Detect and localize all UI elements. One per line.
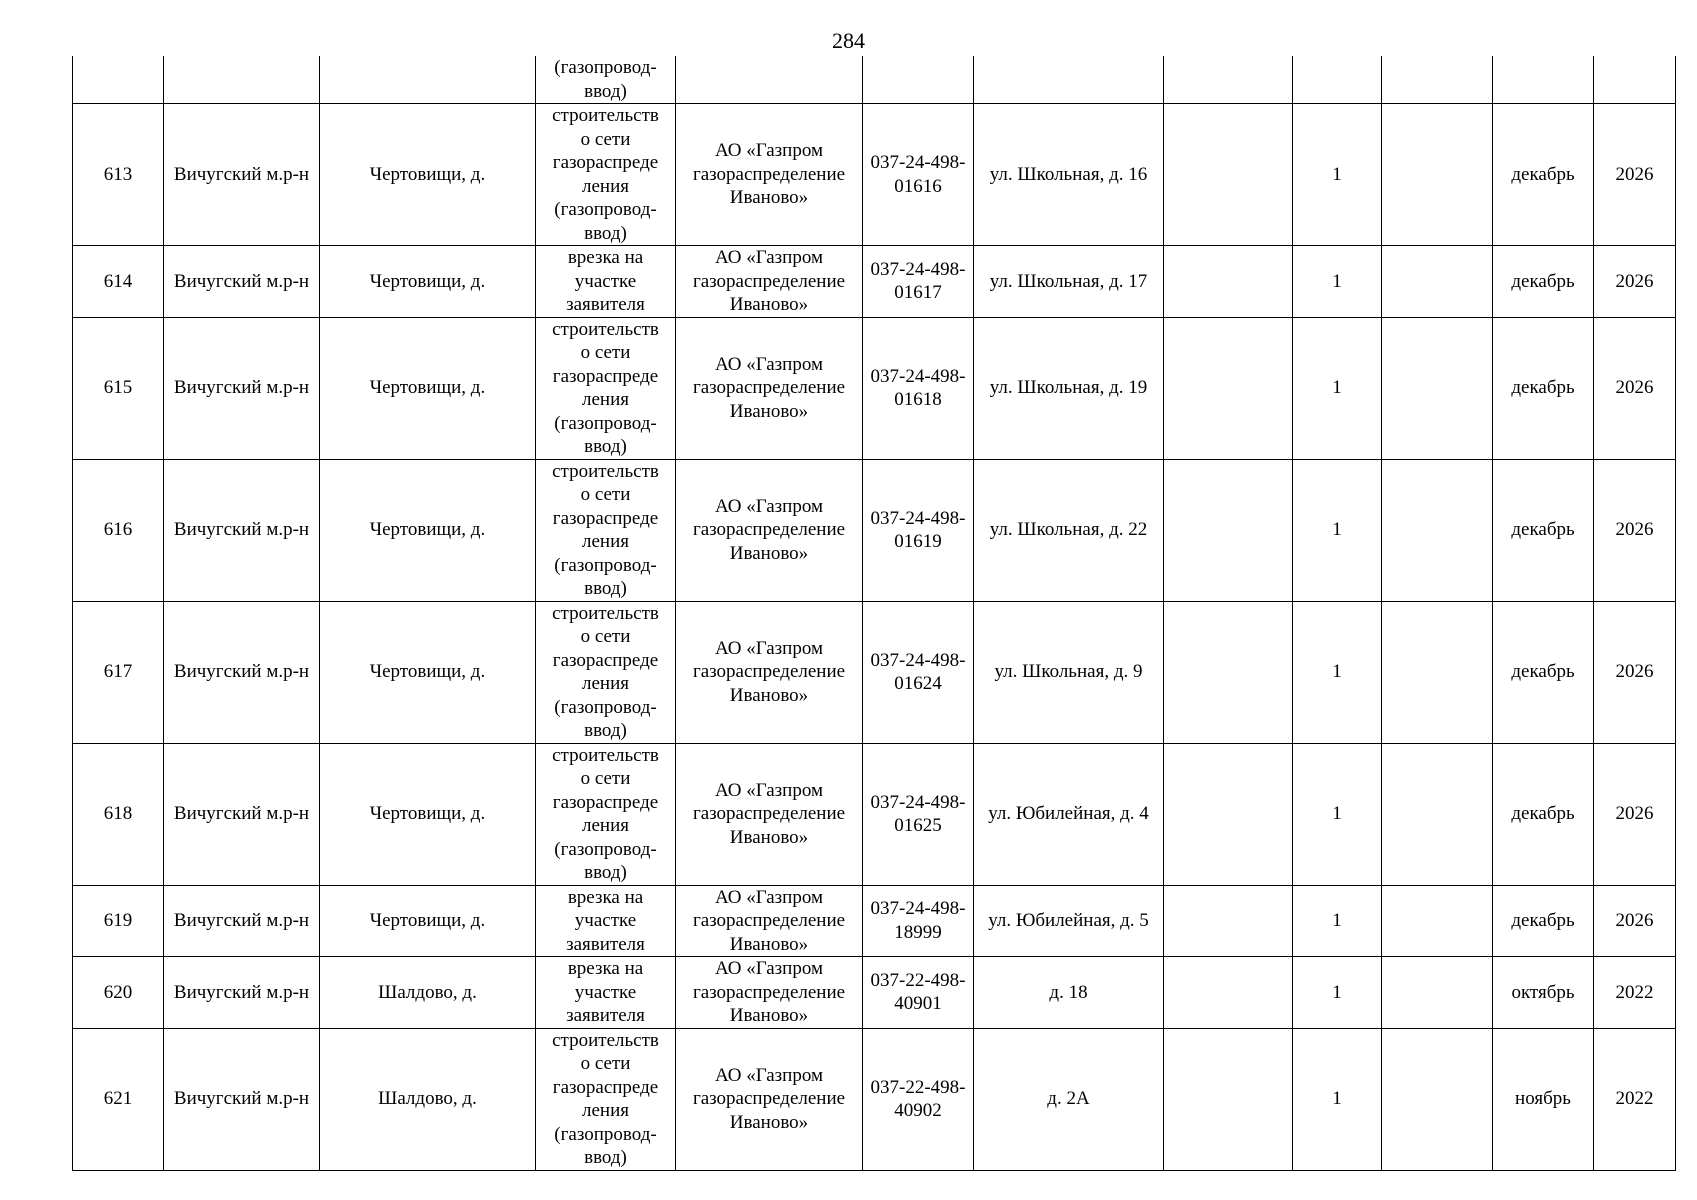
cell-qty: 1 [1293,104,1382,246]
cell-code: 037-24-498-01625 [863,743,974,885]
cell-address: ул. Школьная, д. 19 [974,317,1164,459]
cell-year: 2022 [1594,957,1676,1029]
cell-year: 2026 [1594,317,1676,459]
work-type-line: газораспреде [552,365,659,387]
cell-num: 617 [73,601,164,743]
work-type-line: ввод) [584,578,627,599]
work-type-line: строительств [552,460,659,482]
work-type-line: (газопровод- [554,199,657,220]
cell-org: АО «Газпром газораспределение Иваново» [676,1028,863,1170]
cell-work-type [536,56,676,104]
cell-code: 037-24-498-01618 [863,317,974,459]
cell-qty: 1 [1293,1028,1382,1170]
cell-org: АО «Газпром газораспределение Иваново» [676,246,863,318]
cell-month: декабрь [1493,743,1594,885]
cell-empty-a [1164,459,1293,601]
cell-district: Вичугский м.р-н [164,1028,320,1170]
cell-empty-a [1164,601,1293,743]
work-type-line: врезка на [567,958,644,979]
work-type-line: газораспреде [552,791,659,813]
cell-district: Вичугский м.р-н [164,459,320,601]
cell-qty: 1 [1293,459,1382,601]
cell-empty-b [1382,601,1493,743]
gasification-table [72,56,1676,1171]
cell-month: декабрь [1493,246,1594,318]
cell-num: 618 [73,743,164,885]
work-type-line: участке [574,910,637,931]
cell-code [863,56,974,104]
cell-num: 621 [73,1028,164,1170]
cell-address: ул. Школьная, д. 22 [974,459,1164,601]
table-row [73,957,1676,1029]
cell-col10 [1382,56,1493,104]
cell-qty: 1 [1293,885,1382,957]
work-type-line: (газопровод- [554,1123,657,1145]
cell-district: Вичугский м.р-н [164,104,320,246]
work-type-line: строительств [552,744,659,766]
cell-empty-b [1382,743,1493,885]
cell-org: АО «Газпром газораспределение Иваново» [676,743,863,885]
cell-year: 2026 [1594,246,1676,318]
work-type-line: ления [582,815,629,836]
cell-year: 2026 [1594,601,1676,743]
cell-qty: 1 [1293,743,1382,885]
table-row [73,246,1676,318]
cell-month: декабрь [1493,885,1594,957]
work-type-line: ввод) [584,1147,627,1168]
cell-settlement: Чертовищи, д. [320,104,536,246]
cell-org: АО «Газпром газораспределение Иваново» [676,459,863,601]
cell-empty-b [1382,957,1493,1029]
cell-empty-b [1382,317,1493,459]
work-type-line: строительств [552,602,659,624]
cell-num [73,56,164,104]
table-row-continuation [73,56,1676,104]
cell-month: декабрь [1493,104,1594,246]
cell-code: 037-22-498-40902 [863,1028,974,1170]
cell-district: Вичугский м.р-н [164,246,320,318]
cell-num: 615 [73,317,164,459]
cell-month: ноябрь [1493,1028,1594,1170]
cell-settlement [320,56,536,104]
cell-district: Вичугский м.р-н [164,317,320,459]
cell-empty-a [1164,104,1293,246]
cell-settlement: Чертовищи, д. [320,885,536,957]
cell-work-type [536,246,676,318]
cell-work-type [536,601,676,743]
work-type-line: заявителя [566,933,645,955]
cell-settlement: Чертовищи, д. [320,601,536,743]
cell-num: 619 [73,885,164,957]
cell-year: 2026 [1594,104,1676,246]
work-type-line: строительств [552,318,659,340]
cell-empty-b [1382,459,1493,601]
cell-month: октябрь [1493,957,1594,1029]
cell-address: ул. Школьная, д. 9 [974,601,1164,743]
work-type-line: (газопровод- [554,696,657,718]
cell-district: Вичугский м.р-н [164,601,320,743]
cell-year: 2026 [1594,459,1676,601]
work-type-line: газораспреде [552,507,659,529]
cell-work-type [536,885,676,957]
cell-address [974,56,1164,104]
work-type-line: (газопровод- [554,57,657,78]
cell-month [1493,56,1594,104]
work-type-line: ввод) [584,436,627,457]
cell-address: ул. Школьная, д. 16 [974,104,1164,246]
cell-empty-b [1382,1028,1493,1170]
work-type-line: о сети [580,626,631,647]
work-type-line: газораспреде [552,649,659,671]
cell-district: Вичугский м.р-н [164,957,320,1029]
cell-year: 2022 [1594,1028,1676,1170]
cell-num: 613 [73,104,164,246]
cell-address: д. 18 [974,957,1164,1029]
cell-empty-b [1382,885,1493,957]
cell-org: АО «Газпром газораспределение Иваново» [676,317,863,459]
page-number: 284 [832,28,865,53]
cell-org: АО «Газпром газораспределение Иваново» [676,601,863,743]
cell-col9 [1293,56,1382,104]
cell-empty-b [1382,246,1493,318]
work-type-line: (газопровод- [554,554,657,576]
cell-qty: 1 [1293,957,1382,1029]
cell-work-type [536,104,676,246]
work-type-line: ввод) [584,80,627,102]
cell-work-type [536,957,676,1029]
cell-year: 2026 [1594,743,1676,885]
work-type-line: врезка на [567,247,644,268]
work-type-line: о сети [580,1053,631,1074]
cell-code: 037-22-498-40901 [863,957,974,1029]
work-type-line: о сети [580,484,631,505]
work-type-line: ввод) [584,720,627,741]
cell-qty: 1 [1293,317,1382,459]
cell-address: д. 2А [974,1028,1164,1170]
work-type-line: о сети [580,342,631,363]
cell-org [676,56,863,104]
work-type-line: строительств [552,105,659,126]
cell-settlement: Чертовищи, д. [320,246,536,318]
work-type-line: о сети [580,768,631,789]
table-body [73,56,1676,1170]
cell-address: ул. Школьная, д. 17 [974,246,1164,318]
cell-work-type [536,1028,676,1170]
work-type-line: врезка на [567,886,644,908]
cell-num: 614 [73,246,164,318]
cell-num: 616 [73,459,164,601]
work-type-line: ления [582,673,629,694]
cell-num: 620 [73,957,164,1029]
cell-empty-a [1164,246,1293,318]
cell-year [1594,56,1676,104]
table-row [73,601,1676,743]
cell-settlement: Шалдово, д. [320,1028,536,1170]
cell-qty: 1 [1293,246,1382,318]
cell-qty: 1 [1293,601,1382,743]
work-type-line: ления [582,1100,629,1121]
cell-empty-a [1164,1028,1293,1170]
cell-address: ул. Юбилейная, д. 5 [974,885,1164,957]
work-type-line: ления [582,175,629,197]
table-row [73,743,1676,885]
cell-code: 037-24-498-01619 [863,459,974,601]
table-row [73,104,1676,246]
work-type-line: заявителя [566,294,645,315]
work-type-line: (газопровод- [554,412,657,434]
cell-code: 037-24-498-01624 [863,601,974,743]
work-type-line: заявителя [566,1005,645,1026]
work-type-line: участке [574,270,637,292]
cell-district: Вичугский м.р-н [164,743,320,885]
cell-code: 037-24-498-01616 [863,104,974,246]
work-type-line: (газопровод- [554,838,657,860]
work-type-line: строительств [552,1029,659,1051]
cell-empty-b [1382,104,1493,246]
table-row [73,1028,1676,1170]
cell-settlement: Чертовищи, д. [320,743,536,885]
cell-work-type [536,317,676,459]
cell-empty-a [1164,317,1293,459]
cell-empty-a [1164,885,1293,957]
cell-org: АО «Газпром газораспределение Иваново» [676,104,863,246]
cell-code: 037-24-498-18999 [863,885,974,957]
cell-code: 037-24-498-01617 [863,246,974,318]
work-type-line: ления [582,531,629,552]
cell-district [164,56,320,104]
table-row [73,317,1676,459]
cell-address: ул. Юбилейная, д. 4 [974,743,1164,885]
cell-work-type [536,743,676,885]
table-row [73,459,1676,601]
cell-month: декабрь [1493,601,1594,743]
cell-settlement: Чертовищи, д. [320,459,536,601]
cell-col8 [1164,56,1293,104]
cell-org: АО «Газпром газораспределение Иваново» [676,885,863,957]
cell-district: Вичугский м.р-н [164,885,320,957]
work-type-line: газораспреде [552,152,659,173]
cell-empty-a [1164,743,1293,885]
cell-settlement: Шалдово, д. [320,957,536,1029]
work-type-line: участке [574,981,637,1003]
work-type-line: газораспреде [552,1076,659,1098]
cell-month: декабрь [1493,317,1594,459]
work-type-line: ления [582,389,629,410]
work-type-line: ввод) [584,222,627,244]
cell-work-type [536,459,676,601]
cell-org: АО «Газпром газораспределение Иваново» [676,957,863,1029]
cell-year: 2026 [1594,885,1676,957]
cell-settlement: Чертовищи, д. [320,317,536,459]
table-row [73,885,1676,957]
cell-empty-a [1164,957,1293,1029]
work-type-line: ввод) [584,862,627,883]
cell-month: декабрь [1493,459,1594,601]
work-type-line: о сети [580,128,631,150]
